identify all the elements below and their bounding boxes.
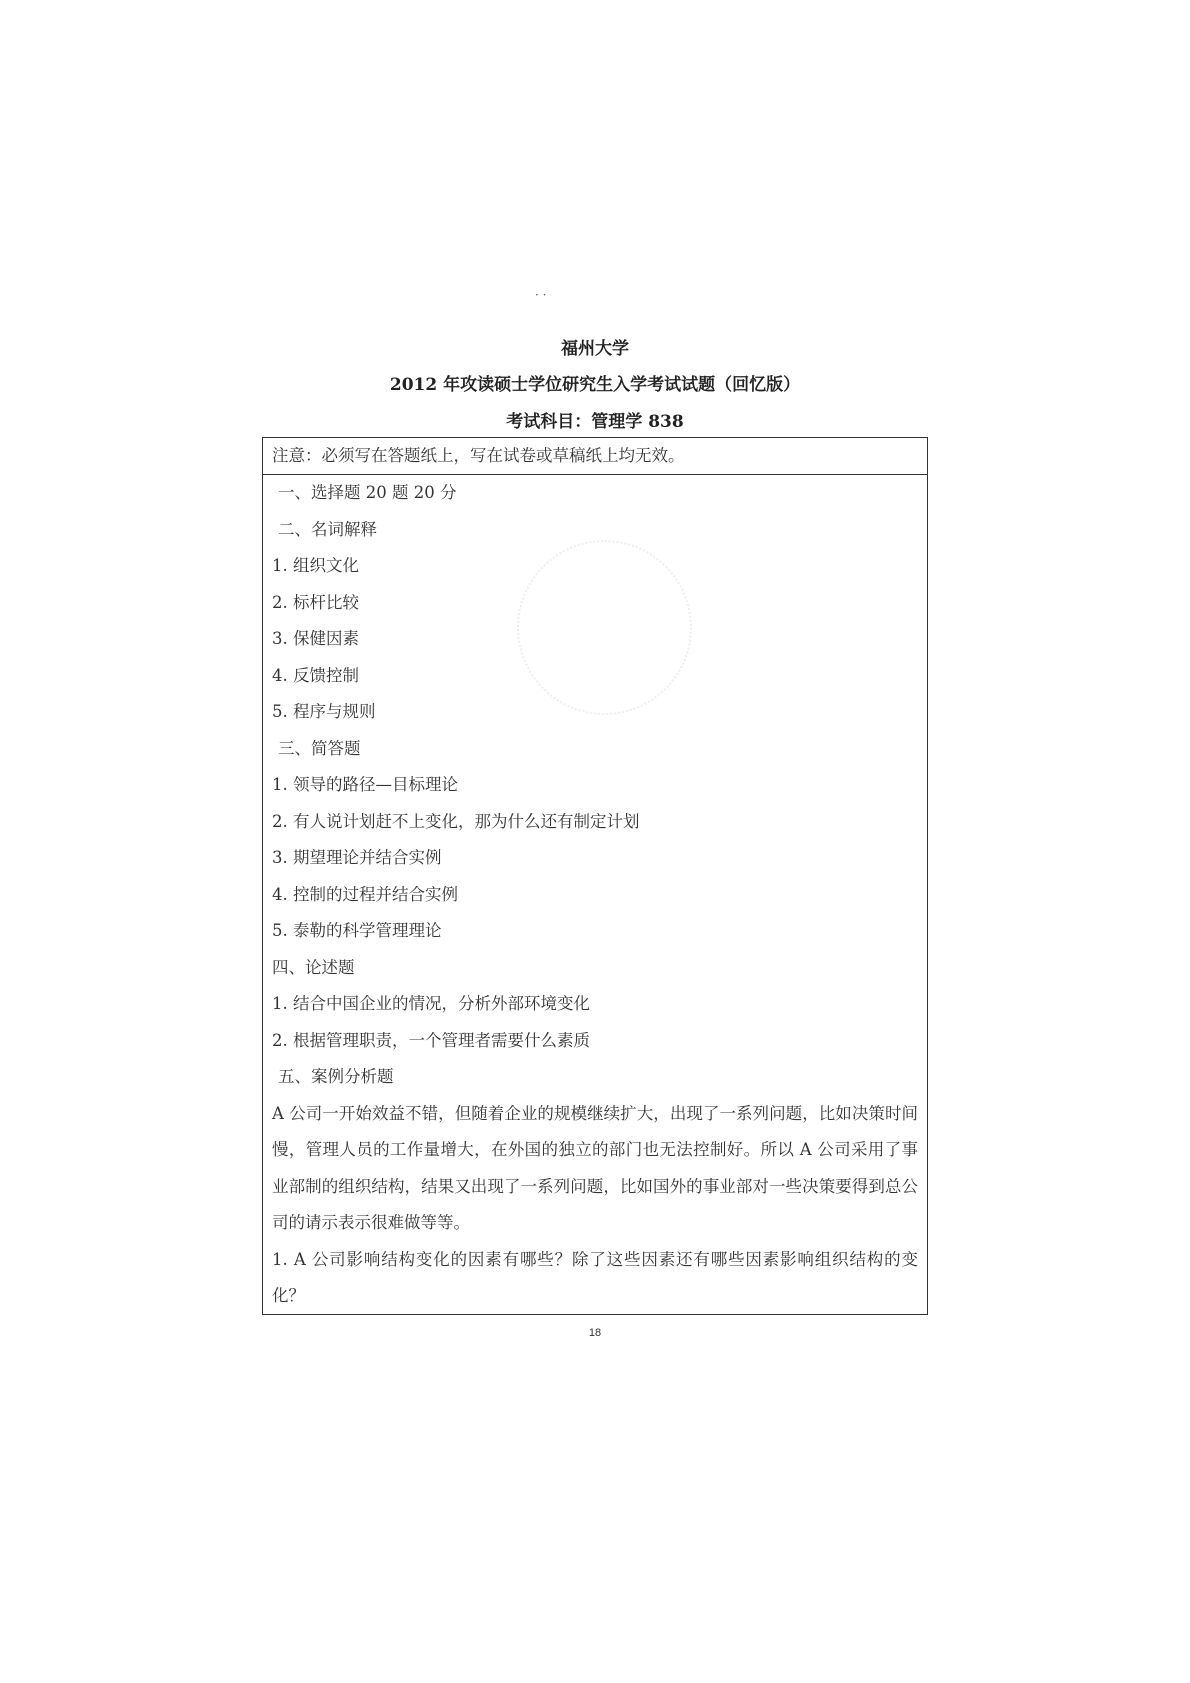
term-item: 1. 组织文化 (272, 556, 359, 575)
section-heading-choice: 一、选择题 20 题 20 分 (278, 483, 457, 502)
exam-notice: 注意：必须写在答题纸上，写在试卷或草稿纸上均无效。 (263, 438, 927, 475)
school-name: 福州大学 (561, 339, 629, 359)
essay-item: 2. 根据管理职责，一个管理者需要什么素质 (272, 1030, 590, 1050)
case-description: A 公司一开始效益不错，但随着企业的规模继续扩大，出现了一系列问题，比如决策时间慢，管理人员的工作量增大，在外国的独立的部门也无法控制好。所以 A 公司采用了事业部制的组织结构，结果又出现了一系列问题，比如国外的事业部对一些决策要得到总公司的请示表示很难做等等。 (272, 1103, 918, 1232)
term-item: 2. 标杆比较 (272, 592, 359, 612)
short-answer-item: 5. 泰勒的科学管理理论 (272, 921, 442, 940)
term-item: 3. 保健因素 (272, 629, 359, 648)
exam-title: 2012 年攻读硕士学位研究生入学考试试题（回忆版） (389, 375, 801, 395)
section-heading-terms: 二、名词解释 (278, 519, 377, 539)
case-question: 1. A 公司影响结构变化的因素有哪些？除了这些因素还有哪些因素影响组织结构的变化？ (272, 1249, 918, 1305)
term-item: 5. 程序与规则 (272, 702, 376, 721)
term-item: 4. 反馈控制 (272, 665, 359, 685)
top-mark: · · (535, 288, 547, 302)
page-number: 18 (588, 1327, 602, 1339)
section-heading-case: 五、案例分析题 (278, 1067, 394, 1086)
exam-box (262, 437, 928, 1315)
short-answer-item: 1. 领导的路径—目标理论 (272, 775, 458, 794)
short-answer-item: 2. 有人说计划赶不上变化，那为什么还有制定计划 (272, 811, 640, 831)
section-heading-short-answer: 三、简答题 (278, 738, 361, 758)
exam-subject: 考试科目：管理学 838 (506, 412, 684, 432)
section-heading-essay: 四、论述题 (272, 957, 355, 977)
short-answer-item: 3. 期望理论并结合实例 (272, 848, 442, 867)
short-answer-item: 4. 控制的过程并结合实例 (272, 884, 458, 904)
essay-item: 1. 结合中国企业的情况，分析外部环境变化 (272, 994, 590, 1013)
question-list (263, 475, 927, 1315)
